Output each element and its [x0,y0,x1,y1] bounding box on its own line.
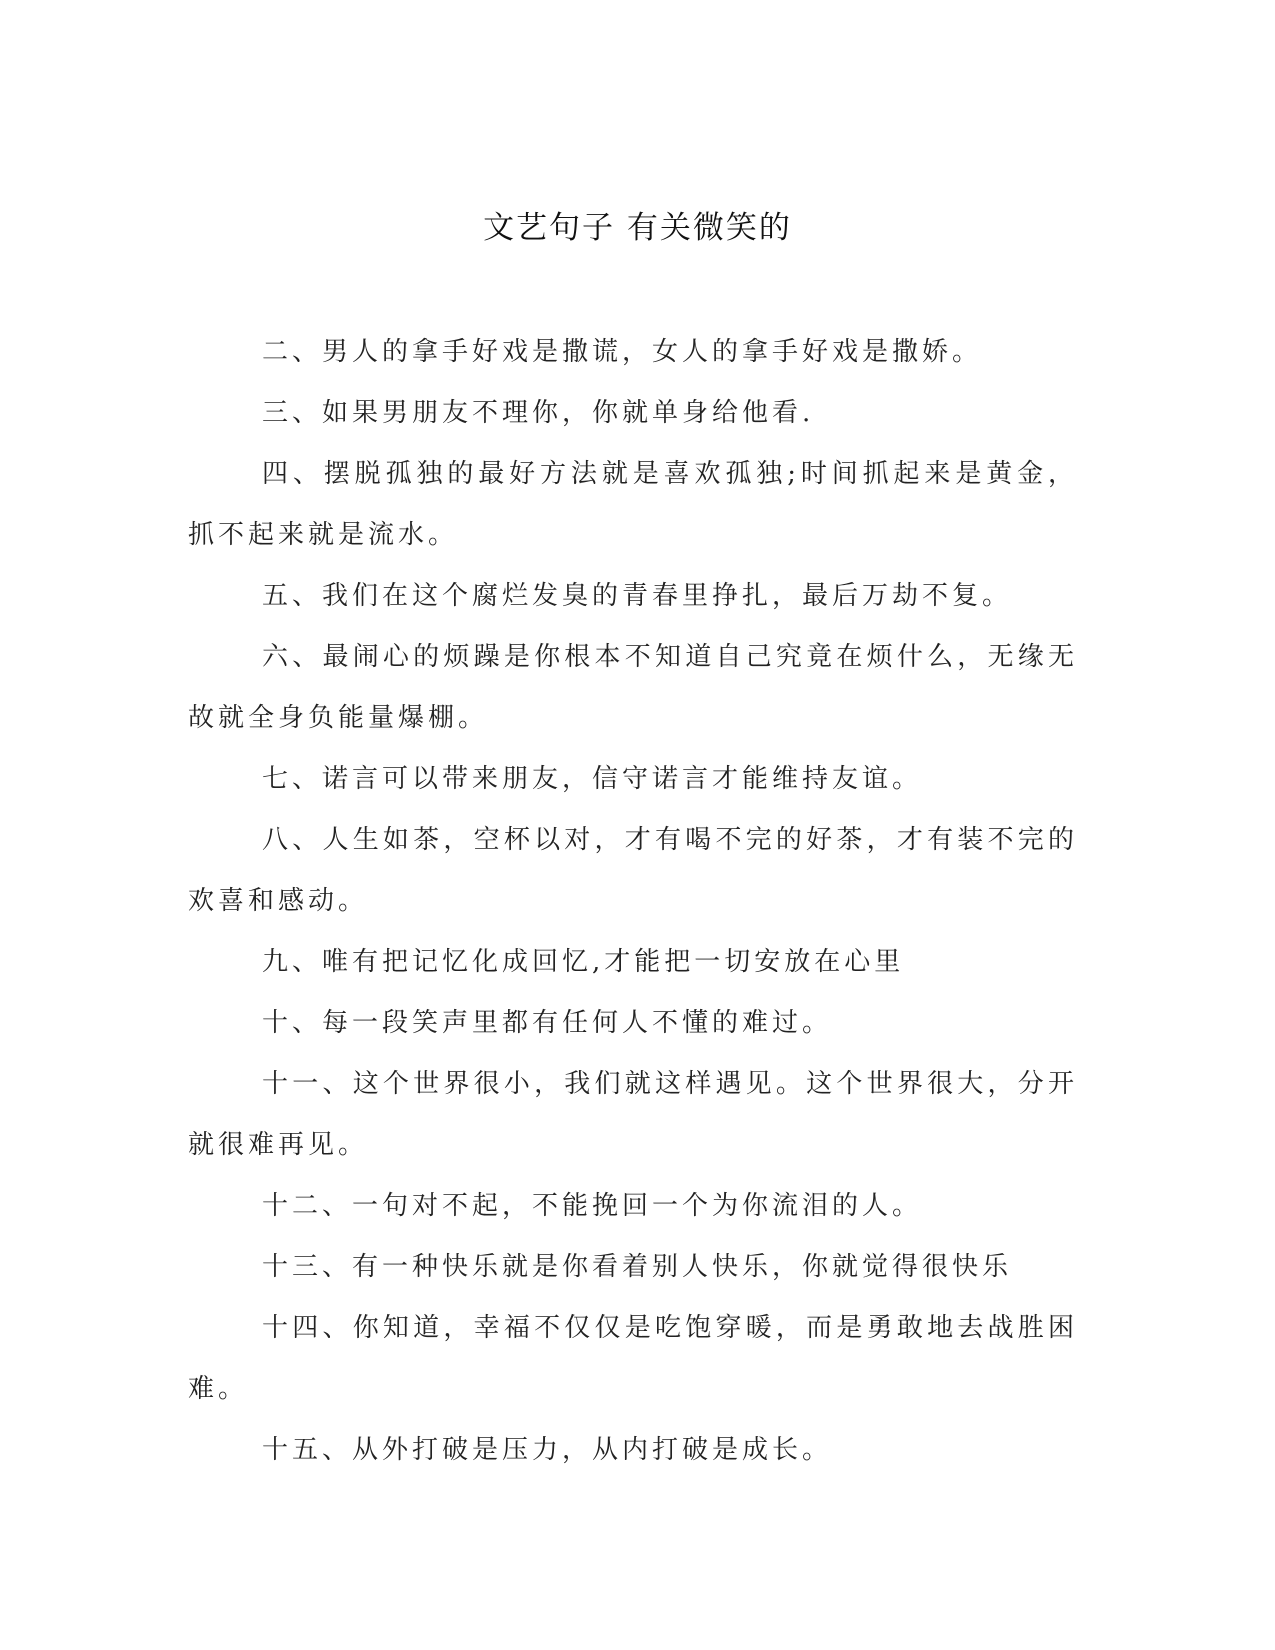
document-body [188,322,1078,1481]
paragraph-2: 二、男人的拿手好戏是撒谎，女人的拿手好戏是撒娇。 [262,337,983,367]
paragraph-11: 十一、这个世界很小，我们就这样遇见。这个世界很大，分开就很难再见。 [188,1069,1078,1160]
paragraph-8: 八、人生如茶，空杯以对，才有喝不完的好茶，才有装不完的欢喜和感动。 [188,825,1078,916]
paragraph-10: 十、每一段笑声里都有任何人不懂的难过。 [262,1008,833,1038]
paragraph-9: 九、唯有把记忆化成回忆,才能把一切安放在心里 [262,947,905,977]
paragraph-12: 十二、一句对不起，不能挽回一个为你流泪的人。 [262,1191,923,1221]
paragraph-14: 十四、你知道，幸福不仅仅是吃饱穿暖，而是勇敢地去战胜困难。 [188,1313,1078,1404]
paragraph-7: 七、诺言可以带来朋友，信守诺言才能维持友谊。 [262,764,923,794]
paragraph-5: 五、我们在这个腐烂发臭的青春里挣扎，最后万劫不复。 [262,581,1013,611]
paragraph-15: 十五、从外打破是压力，从内打破是成长。 [262,1435,833,1465]
paragraph-6: 六、最闹心的烦躁是你根本不知道自己究竟在烦什么，无缘无故就全身负能量爆棚。 [188,642,1078,733]
paragraph-13: 十三、有一种快乐就是你看着别人快乐，你就觉得很快乐 [262,1252,1013,1282]
document-title: 文艺句子 有关微笑的 [483,210,792,246]
paragraph-3: 三、如果男朋友不理你，你就单身给他看. [262,398,815,428]
paragraph-4: 四、摆脱孤独的最好方法就是喜欢孤独;时间抓起来是黄金，抓不起来就是流水。 [188,459,1078,550]
